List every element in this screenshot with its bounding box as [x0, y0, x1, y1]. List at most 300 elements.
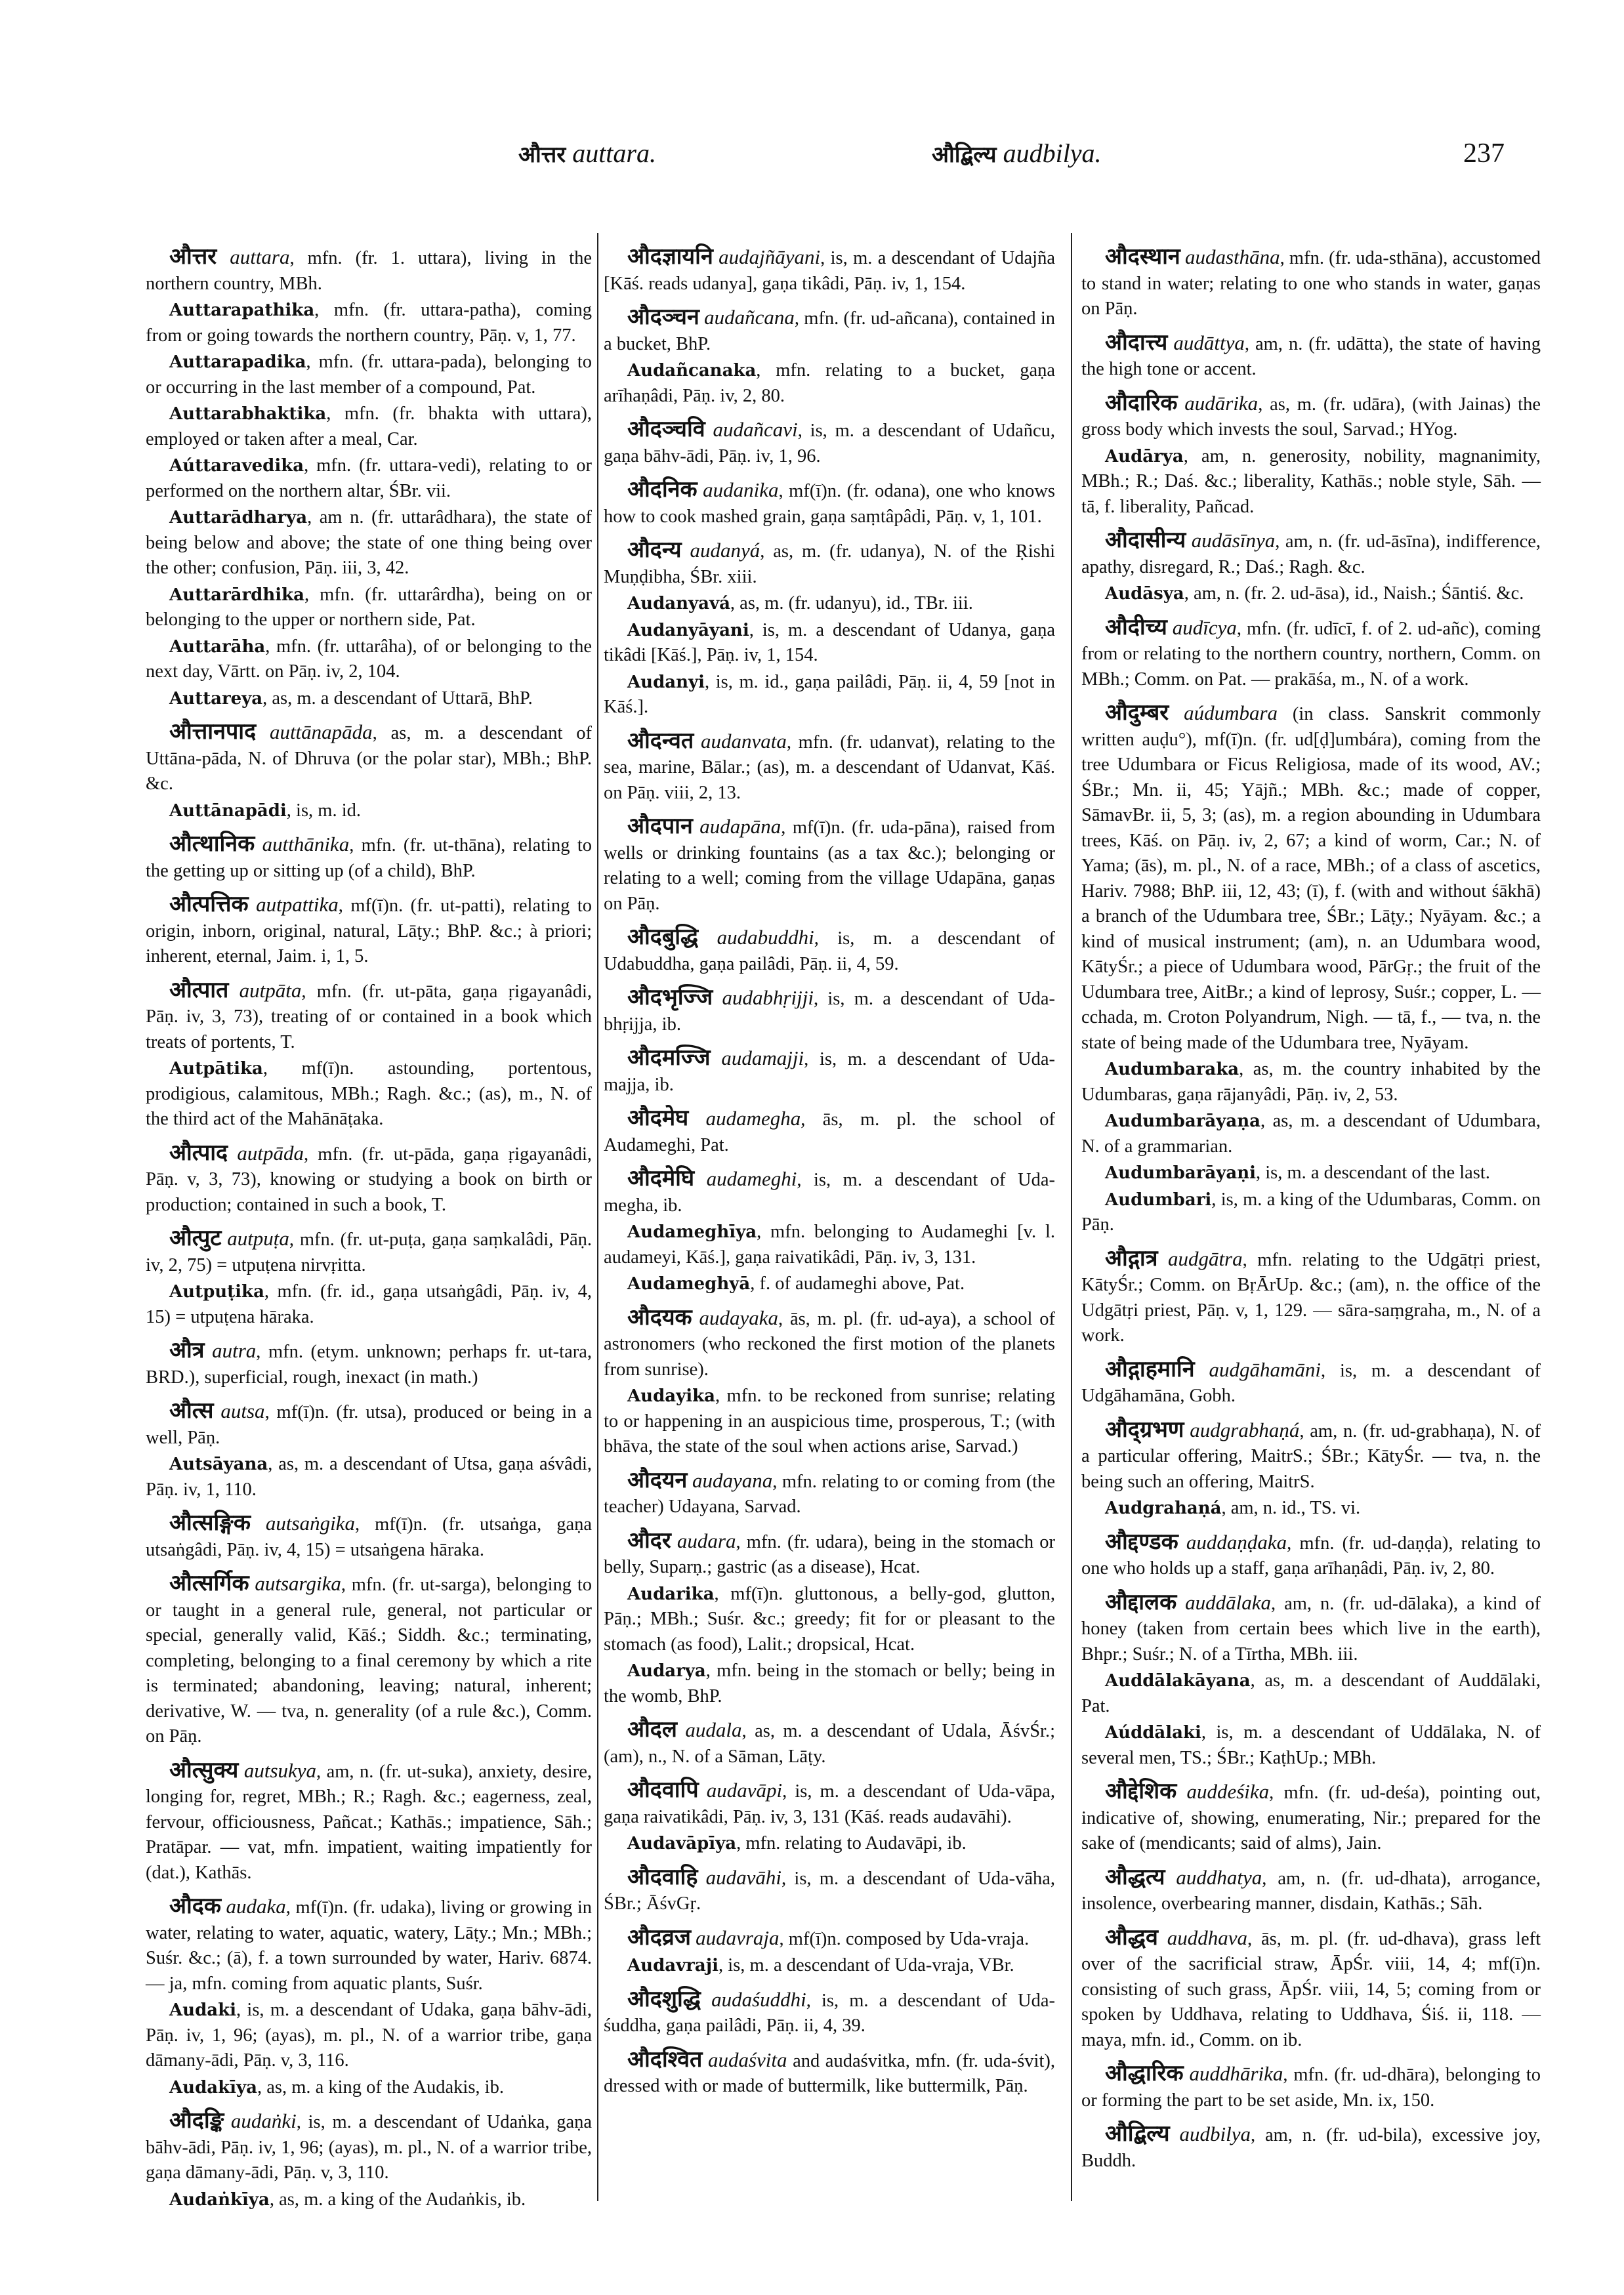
dictionary-entry: [604, 1865, 1055, 1917]
entry-definition: , as, m. (fr. udāra), (with Jainas) the gross body which invests the soul, Sarvad.; HYog.: [1081, 394, 1541, 440]
headword-devanagari: औद्दालक: [1105, 1588, 1177, 1615]
headword: audanvata: [700, 729, 787, 753]
dictionary-entry: [604, 417, 1055, 469]
dictionary-entry: [1081, 1246, 1541, 1349]
entry-definition: , mfn. relating to Audavāpi, ib.: [736, 1833, 967, 1853]
headword: audāsīnya: [1191, 529, 1276, 552]
headword: Auttarāha: [169, 636, 266, 657]
running-head-right-word: audbilya.: [1003, 138, 1102, 168]
dictionary-entry: [146, 831, 592, 884]
dictionary-subentry: [604, 1272, 1055, 1297]
dictionary-subentry: [146, 1056, 592, 1132]
headword: Auttānapādi: [169, 800, 287, 821]
headword: autsaṅgika: [265, 1512, 355, 1535]
headword: autpuṭa: [227, 1227, 289, 1250]
dictionary-subentry: [146, 2187, 592, 2213]
headword: Auttarabhaktika: [169, 404, 327, 424]
headword: audayana: [692, 1468, 773, 1492]
entry-definition: , mf(ī)n. (fr. uda-pāna), raised from wells or drinking fountains (as a tax &c.); belonging or relating to a well; coming from the village Udapāna, gaṇas on Pāṇ.: [604, 817, 1056, 914]
entry-definition: , mfn. relating to or coming from (the teacher) Udayana, Sarvad.: [604, 1471, 1055, 1517]
headword: Auttarādharya: [169, 508, 308, 527]
entry-definition: , mfn. (fr. ud-dhāra), belonging to or forming the part to be set aside, Mn. ix, 150.: [1081, 2065, 1541, 2111]
headword-devanagari: औत्सङ्गिक: [169, 1510, 251, 1536]
headword: Audārya: [1105, 446, 1184, 466]
dictionary-entry: [1081, 1925, 1541, 2054]
headword: Audarya: [627, 1661, 706, 1681]
dictionary-entry: [1081, 1417, 1541, 1495]
headword: audamajji: [721, 1046, 804, 1069]
running-head-left-word: auttara.: [572, 138, 656, 168]
headword: Autsāyana: [169, 1455, 268, 1474]
headword: autsa: [220, 1399, 265, 1422]
entry-definition: , mfn. (fr. udanvat), relating to the sea, marine, Bālar.; (as), m. a descendant of Udanvat, Kāś. on Pāṇ. viii, 2, 13.: [604, 732, 1055, 803]
headword: audaśvita: [707, 2048, 787, 2071]
entry-definition: , am, n. (fr. 2. ud-āsa), id., Naish.; Śāntiś. &c.: [1184, 583, 1524, 604]
headword: autpāta: [239, 978, 302, 1002]
headword: Auttarārdhika: [169, 585, 305, 605]
headword: audayaka: [699, 1306, 779, 1329]
headword-devanagari: औदल: [627, 1716, 677, 1743]
dictionary-subentry: [1081, 1161, 1541, 1186]
headword-devanagari: औत्पात: [169, 976, 229, 1003]
page-number: 237: [1463, 138, 1505, 169]
entry-definition: , am, n. (fr. ut-suka), anxiety, desire, longing for, regret, MBh.; R.; Ragh. &c.; eagerness, zeal, fervour, officiousness, Pañcat.; Kathās.; impatience, Sāh.; Pratāpar. — vat, mfn. impatient, waiting impatiently for (dat.), Kathās.: [146, 1761, 592, 1883]
entry-definition: , am, n. id., TS. vi.: [1221, 1498, 1361, 1518]
entry-definition: , is, m. a descendant of Uddālaka, N. of several men, TS.; ŚBr.; KaṭhUp.; MBh.: [1081, 1722, 1541, 1768]
entry-definition: , mf(ī)n. composed by Uda-vraja.: [779, 1928, 1030, 1949]
dictionary-subentry: [146, 2075, 592, 2101]
headword-devanagari: औद्बिल्य: [1105, 2120, 1170, 2147]
headword: audīcya: [1172, 615, 1237, 639]
headword: audgātra: [1167, 1247, 1243, 1270]
dictionary-subentry: [146, 1998, 592, 2074]
dictionary-entry: [604, 728, 1055, 806]
headword-devanagari: औत्तर: [169, 243, 217, 270]
headword: audala: [685, 1718, 742, 1741]
headword: Audanyāyani: [627, 620, 749, 640]
entry-definition: , am, n. (fr. ud-dālaka), a kind of honey (taken from certain bees which live in the earth), Bhpr.; Suśr.; N. of a Tīrtha, MBh. iii.: [1081, 1593, 1541, 1664]
headword: auddeśika: [1186, 1780, 1270, 1803]
headword: autra: [212, 1339, 257, 1362]
entry-definition: , ās, m. pl. (fr. ud-aya), a school of astronomers (who reckoned the first motion of the planets from sunrise).: [604, 1308, 1056, 1380]
entry-definition: , mfn. being in the stomach or belly; being in the womb, BhP.: [604, 1661, 1055, 1706]
dictionary-subentry: [146, 583, 592, 633]
headword: audavāpi: [706, 1779, 783, 1802]
entry-definition: , is, m. a descendant of Udabuddha, gaṇa pailâdi, Pāṇ. ii, 4, 59.: [604, 928, 1056, 974]
entry-definition: , is, m. a descendant of Uda-vāpa, gaṇa raivatikâdi, Pāṇ. iv, 3, 131 (Kāś. reads audavāhi).: [604, 1781, 1056, 1827]
dictionary-entry: [1081, 1529, 1541, 1582]
headword: Audañcanaka: [627, 361, 757, 381]
entry-definition: , is, m. id., gaṇa pailâdi, Pāṇ. ii, 4, 59 [not in Kāś.].: [604, 671, 1055, 717]
headword: audbilya: [1179, 2122, 1251, 2145]
dictionary-subentry: [146, 505, 592, 581]
column-divider: [1071, 233, 1072, 2201]
column-middle: [604, 236, 1055, 2099]
headword: Audarika: [627, 1584, 715, 1604]
dictionary-entry: [1081, 2121, 1541, 2174]
dictionary-subentry: [604, 1220, 1055, 1270]
entry-definition: , am, n. (fr. ud-grabhaṇa), N. of a particular offering, MaitrS.; ŚBr.; KātyŚr. — tva, n. the being such an offering, MaitrS.: [1081, 1420, 1541, 1492]
headword: Audumbarāyaṇa: [1105, 1111, 1260, 1131]
running-head-right-devanagari: औद्बिल्य: [932, 142, 997, 168]
entry-definition: , as, m. a descendant of Utsa, gaṇa aśvâdi, Pāṇ. iv, 1, 110.: [146, 1454, 592, 1500]
dictionary-entry: [604, 1777, 1055, 1830]
entry-definition: , f. of audameghi above, Pat.: [750, 1273, 965, 1294]
headword-devanagari: औत्तानपाद: [169, 718, 257, 745]
dictionary-subentry: [146, 634, 592, 685]
headword-devanagari: औदीच्य: [1105, 613, 1167, 640]
dictionary-entry: [146, 1398, 592, 1451]
headword-devanagari: औद्धत्य: [1105, 1863, 1165, 1890]
headword-devanagari: औदयक: [627, 1304, 692, 1331]
headword: Auttareya: [169, 688, 263, 709]
headword-devanagari: औत्सुक्य: [169, 1756, 239, 1783]
dictionary-entry: [146, 1893, 592, 1996]
entry-definition: , is, m. a descendant of Udaṅka, gaṇa bāhv-ādi, Pāṇ. iv, 1, 96; (ayas), m. pl., N. of a warrior tribe, gaṇa dāmany-ādi, Pāṇ. v, 3, 110.: [146, 2112, 593, 2183]
entry-definition: , ās, m. pl. the school of Audameghi, Pat.: [604, 1109, 1056, 1155]
entry-definition: , is, m. a descendant of Uda-śuddha, gaṇa pailâdi, Pāṇ. ii, 4, 39.: [604, 1990, 1055, 2036]
entry-definition: , mfn. (fr. ud-añcana), contained in a bucket, BhP.: [604, 308, 1056, 354]
entry-definition: , am, n. (fr. ud-bila), excessive joy, Buddh.: [1081, 2125, 1541, 2171]
dictionary-subentry: [146, 402, 592, 452]
entry-definition: , am, n. (fr. udātta), the state of having the high tone or accent.: [1081, 333, 1541, 379]
entry-definition: , as, m. the country inhabited by the Udumbaras, gaṇa rājanyâdi, Pāṇ. iv, 2, 53.: [1081, 1059, 1541, 1105]
headword-devanagari: औदर: [627, 1527, 671, 1554]
headword-devanagari: औत्सर्गिक: [169, 1570, 249, 1596]
entry-definition: , is, m. id.: [286, 800, 362, 821]
headword-devanagari: औत्स: [169, 1397, 214, 1424]
headword-devanagari: औत्पत्तिक: [169, 891, 249, 917]
headword-devanagari: औदङ्कि: [169, 2107, 224, 2134]
headword: audgrabhaṇá: [1190, 1418, 1300, 1441]
entry-definition: , am n. (fr. uttarâdhara), the state of being below and above; the state of one thing being over the other; confusion, Pāṇ. iii, 3, 42.: [146, 507, 592, 578]
dictionary-entry: [604, 1106, 1055, 1158]
headword: audārika: [1184, 391, 1259, 415]
entry-definition: , is, m. a descendant of Uda-vraja, VBr.: [718, 1955, 1014, 1975]
entry-definition: , mf(ī)n. (fr. udaka), living or growing in water, relating to water, aquatic, watery, Lāṭy.; Mn.; MBh.; Suśr. &c.; (ā), f. a town surrounded by water, Hariv. 6874. — ja, mfn. coming from aquatic plants, Suśr.: [146, 1897, 592, 1994]
headword: Aúttaravedika: [169, 456, 304, 476]
headword-devanagari: औदमेघ: [627, 1105, 689, 1131]
headword: Audumbaraka: [1105, 1060, 1239, 1079]
dictionary-entry: [1081, 615, 1541, 693]
entry-definition: , am, n. (fr. ud-dhata), arrogance, insolence, overbearing manner, disdain, Kathās.; Sāh.: [1081, 1868, 1541, 1914]
headword: Audumbarāyaṇi: [1105, 1163, 1256, 1183]
dictionary-entry: [604, 814, 1055, 917]
headword-devanagari: औदमेघि: [627, 1165, 695, 1191]
running-head-left-devanagari: औत्तर: [518, 142, 566, 168]
dictionary-entry: [1081, 330, 1541, 382]
entry-definition: , as, m. a descendant of Uttāna-pāda, N. of Dhruva (or the polar star), MBh.; BhP. &c.: [146, 723, 592, 794]
dictionary-subentry: [604, 1582, 1055, 1658]
headword: Audayika: [627, 1386, 715, 1406]
headword: Auddālakāyana: [1105, 1671, 1251, 1691]
entry-definition: , mfn. (fr. ut-sarga), belonging to or taught in a general rule, general, not particular or special, generally valid, Kāś.; Siddh. &c.; terminating, completing, belonging to a final ceremony by which a rite is terminated; abandoning, leaving; natural, inherent; derivative, W. — tva, n. generality (of a rule &c.), Comm. on Pāṇ.: [146, 1575, 593, 1747]
entry-definition: , as, m. a descendant of Uttarā, BhP.: [262, 688, 533, 709]
entry-definition: , is, m. a descendant of Uda-bhṛijja, ib.: [604, 989, 1055, 1035]
dictionary-entry: [146, 1758, 592, 1886]
headword: Audavraji: [627, 1956, 719, 1975]
headword: auddālaka: [1185, 1590, 1272, 1614]
headword-devanagari: औद्गात्र: [1105, 1245, 1158, 1272]
dictionary-entry: [1081, 527, 1541, 580]
entry-definition: , is, m. a descendant of Uda-majja, ib.: [604, 1049, 1056, 1095]
dictionary-entry: [604, 1045, 1055, 1098]
headword-devanagari: औदासीन्य: [1105, 527, 1186, 553]
headword: audanika: [703, 478, 779, 501]
headword: auttānapāda: [269, 720, 373, 743]
headword-devanagari: औदमज्जि: [627, 1044, 711, 1071]
entry-definition: , as, m. a king of the Audaṅkis, ib.: [269, 2189, 526, 2210]
entry-definition: , mfn. (fr. udīcī, f. of 2. ud-añc), coming from or relating to the northern country, northern, Comm. on MBh.; Comm. on Pat. — prakāśa, m., N. of a work.: [1081, 618, 1541, 690]
dictionary-subentry: [1081, 444, 1541, 520]
headword-devanagari: औदात्त्य: [1105, 329, 1168, 356]
entry-definition: , mf(ī)n. (fr. utsa), produced or being in a well, Pāṇ.: [146, 1402, 593, 1448]
headword-devanagari: औदञ्चवि: [627, 416, 705, 442]
entry-definition: , as, m. a king of the Audakis, ib.: [257, 2077, 504, 2098]
entry-definition: , is, m. a descendant of Uda-megha, ib.: [604, 1170, 1056, 1216]
running-head-right: [932, 138, 1102, 169]
entry-definition: , mfn. (fr. 1. uttara), living in the northern country, MBh.: [146, 248, 592, 294]
headword: Audāsya: [1105, 584, 1184, 604]
dictionary-entry: [1081, 390, 1541, 443]
column-left: [146, 236, 592, 2212]
headword: auttara: [230, 245, 290, 268]
headword-devanagari: औद्धारिक: [1105, 2060, 1184, 2086]
headword: audara: [677, 1529, 736, 1552]
dictionary-entry: [146, 1338, 592, 1390]
dictionary-subentry: [146, 1452, 592, 1502]
dictionary-subentry: [604, 1384, 1055, 1460]
dictionary-subentry: [604, 358, 1055, 409]
entry-definition: , mfn. (fr. ud-deśa), pointing out, indicative of, showing, enumerating, Nir.; prepared for the sake of (mendicants; said of alms), Jain.: [1081, 1783, 1541, 1853]
headword: Audaki: [169, 2000, 236, 2020]
dictionary-entry: [604, 304, 1055, 357]
headword-devanagari: औदनिक: [627, 476, 697, 503]
headword: audavāhi: [705, 1865, 782, 1889]
headword: audañcana: [704, 306, 795, 329]
dictionary-subentry: [604, 1659, 1055, 1709]
headword-devanagari: औदशुद्धि: [627, 1985, 701, 2012]
dictionary-entry: [604, 1717, 1055, 1769]
dictionary-entry: [1081, 1865, 1541, 1917]
headword: audasthāna: [1184, 245, 1280, 268]
entry-definition: , mfn. (fr. ut-thāna), relating to the getting up or sitting up (of a child), BhP.: [146, 835, 593, 881]
entry-definition: , as, m. a descendant of Udala, ĀśvŚr.; (am), n., N. of a Sāman, Lāṭy.: [604, 1721, 1055, 1767]
entry-definition: , am, n. generosity, nobility, magnanimity, MBh.; R.; Daś. &c.; liberality, Kathās.; noble style, Sāh. — tā, f. liberality, Pañcad.: [1081, 445, 1541, 517]
headword: autsargika: [255, 1572, 341, 1595]
entry-definition: , is, m. a descendant of Udañcu, gaṇa bāhv-ādi, Pāṇ. iv, 1, 96.: [604, 421, 1056, 466]
dictionary-entry: [604, 477, 1055, 529]
headword: Auttarapathika: [169, 300, 315, 320]
headword-devanagari: औत्पाद: [169, 1139, 228, 1166]
headword: audaka: [226, 1895, 286, 1918]
dictionary-entry: [146, 244, 592, 297]
entry-definition: , mf(ī)n. gluttonous, a belly-god, glutton, Pāṇ.; MBh.; Suśr. &c.; greedy; fit for or pleasant to the stomach (as food), Lalit.; dropsical, Hcat.: [604, 1583, 1055, 1655]
headword-devanagari: औदस्थान: [1105, 243, 1180, 270]
headword-devanagari: औदञ्चन: [627, 304, 699, 330]
entry-definition: , mfn. (fr. bhakta with uttara), employed or taken after a meal, Car.: [146, 403, 592, 449]
entry-definition: , mfn. (fr. ud-daṇḍa), relating to one who holds up a staff, gaṇa arīhaṇâdi, Pāṇ. iv, 2, 80.: [1081, 1533, 1541, 1579]
dictionary-entry: [604, 2047, 1055, 2099]
entry-definition: , as, m. a descendant of Auddālaki, Pat.: [1081, 1670, 1541, 1716]
entry-definition: , mfn. (fr. uttara-vedi), relating to or performed on the northern altar, ŚBr. vii.: [146, 455, 592, 501]
entry-definition: , mfn. (fr. id., gaṇa utsaṅgâdi, Pāṇ. iv, 4, 15) = utpuṭena hāraka.: [146, 1281, 592, 1327]
headword: audanyá: [690, 539, 760, 562]
entry-definition: , mfn. (fr. ut-puṭa, gaṇa saṃkalâdi, Pāṇ. iv, 2, 75) = utpuṭena nirvṛitta.: [146, 1230, 593, 1275]
headword: Audameghīya: [627, 1222, 757, 1242]
entry-definition: , mfn. (fr. uttara-pada), belonging to or occurring in the last member of a compound, Pat.: [146, 352, 592, 398]
entry-definition: , mf(ī)n. (fr. utsaṅga, gaṇa utsaṅgâdi, Pāṇ. iv, 4, 15) = utsaṅgena hāraka.: [146, 1514, 592, 1560]
headword: Audanyavá: [627, 594, 730, 613]
dictionary-entry: [604, 1166, 1055, 1218]
dictionary-entry: [604, 1987, 1055, 2039]
entry-definition: , mf(ī)n. (fr. odana), one who knows how to cook mashed grain, gaṇa saṃtâpâdi, Pāṇ. v, 1, 101.: [604, 481, 1055, 527]
entry-definition: , mfn. (fr. ut-pāta, gaṇa ṛigayanâdi, Pāṇ. iv, 3, 73), treating of or contained in a book which treats of portents, T.: [146, 981, 593, 1052]
headword: audaśuddhi: [711, 1987, 806, 2011]
headword-devanagari: औदक: [169, 1893, 221, 1919]
headword-devanagari: औदश्वित: [627, 2046, 703, 2073]
dictionary-entry: [604, 244, 1055, 297]
dictionary-subentry: [1081, 1188, 1541, 1238]
dictionary-subentry: [146, 798, 592, 824]
headword: auddhava: [1167, 1926, 1248, 1949]
dictionary-subentry: [1081, 1109, 1541, 1159]
entry-definition: , am, n. (fr. ud-āsīna), indifference, apathy, disregard, R.; Daś.; Ragh. &c.: [1081, 531, 1541, 577]
dictionary-entry: [604, 1925, 1055, 1953]
headword-devanagari: औत्पुट: [169, 1225, 222, 1251]
entry-definition: , mfn. belonging to Audameghi [v. l. audameyi, Kāś.], gaṇa raivatikâdi, Pāṇ. iv, 3, 131.: [604, 1222, 1055, 1268]
headword: Audameghyā: [627, 1274, 751, 1294]
dictionary-entry: [604, 985, 1055, 1037]
headword: Aúddālaki: [1105, 1723, 1201, 1743]
headword: autsukya: [243, 1758, 317, 1782]
headword: audāttya: [1173, 331, 1245, 354]
entry-definition: , mfn. relating to the Udgātṛi priest, KātyŚr.; Comm. on BṛĀrUp. &c.; (am), n. the office of the Udgātṛi priest, Pāṇ. v, 1, 129. — sāra-saṃgraha, m., N. of a work.: [1081, 1249, 1541, 1346]
headword: Audakīya: [169, 2077, 257, 2098]
headword-devanagari: औदव्रज: [627, 1924, 691, 1951]
dictionary-subentry: [146, 298, 592, 348]
headword-devanagari: औद्देशिक: [1105, 1778, 1177, 1804]
headword-devanagari: औदबुद्धि: [627, 924, 699, 950]
headword: audañcavi: [713, 418, 798, 441]
headword-devanagari: औद्ग्रभण: [1105, 1416, 1184, 1443]
entry-definition: , as, m. a descendant of Udumbara, N. of a grammarian.: [1081, 1111, 1541, 1157]
dictionary-subentry: [1081, 1668, 1541, 1719]
headword: audabhṛijji: [722, 986, 814, 1009]
dictionary-entry: [1081, 700, 1541, 1056]
headword: audabuddhi: [717, 926, 814, 949]
headword-devanagari: औदपान: [627, 813, 693, 839]
dictionary-entry: [1081, 1357, 1541, 1409]
entry-definition: , is, m. a king of the Udumbaras, Comm. on Pāṇ.: [1081, 1189, 1541, 1235]
dictionary-subentry: [146, 453, 592, 504]
entry-definition: , mfn. relating to a bucket, gaṇa arīhaṇâdi, Pāṇ. iv, 2, 80.: [604, 360, 1055, 406]
running-head-left: [518, 138, 656, 169]
dictionary-entry: [146, 1140, 592, 1218]
headword-devanagari: औदज्ञायनि: [627, 243, 713, 270]
entry-definition: , mfn. (fr. uda-sthāna), accustomed to stand in water; relating to one who stands in water, gaṇas on Pāṇ.: [1081, 248, 1541, 319]
column-right: [1081, 236, 1541, 2174]
dictionary-subentry: [1081, 1057, 1541, 1107]
headword: aúdumbara: [1184, 701, 1278, 724]
dictionary-entry: [146, 892, 592, 970]
dictionary-entry: [604, 924, 1055, 977]
dictionary-subentry: [146, 350, 592, 400]
dictionary-entry: [604, 1528, 1055, 1581]
dictionary-subentry: [604, 618, 1055, 669]
headword-devanagari: औदवाहि: [627, 1863, 698, 1890]
headword-devanagari: औदारिक: [1105, 389, 1178, 416]
headword: audavraja: [696, 1926, 780, 1949]
headword: Audavāpīya: [627, 1834, 737, 1853]
entry-definition: , mfn. (fr. uttara-patha), coming from or going towards the northern country, Pāṇ. v, 1, 77.: [146, 300, 592, 346]
dictionary-subentry: [146, 1279, 592, 1330]
entry-definition: , is, m. a descendant of Udgāhamāna, Gobh.: [1081, 1360, 1541, 1406]
headword: Audaṅkīya: [169, 2189, 270, 2210]
headword: Autpuṭika: [169, 1282, 264, 1302]
headword: audgāhamāni: [1209, 1357, 1321, 1381]
entry-definition: , mfn. (fr. uttarâha), of or belonging to the next day, Vārtt. on Pāṇ. iv, 2, 104.: [146, 636, 592, 682]
headword-devanagari: औदन्य: [627, 537, 682, 563]
entry-definition: , is, m. a descendant of the last.: [1255, 1163, 1490, 1183]
dictionary-entry: [1081, 1779, 1541, 1857]
dictionary-entry: [1081, 2061, 1541, 2113]
headword-devanagari: औदन्वत: [627, 727, 694, 754]
entry-definition: , mfn. (fr. ut-pāda, gaṇa ṛigayanâdi, Pāṇ. v, 3, 73), knowing or studying a book on birth or production; contained in such a book, T.: [146, 1144, 593, 1215]
headword: auddhārika: [1189, 2062, 1283, 2085]
dictionary-subentry: [1081, 1496, 1541, 1521]
dictionary-subentry: [604, 1831, 1055, 1857]
dictionary-entry: [146, 1226, 592, 1278]
headword: autpāda: [237, 1141, 304, 1165]
dictionary-subentry: [604, 1953, 1055, 1979]
headword: Autpātika: [169, 1059, 263, 1079]
headword-devanagari: औद्दण्डक: [1105, 1528, 1178, 1555]
headword: Audumbari: [1105, 1189, 1212, 1210]
entry-definition: , as, m. (fr. udanya), N. of the Ṛishi Muṇḍibha, ŚBr. xiii.: [604, 541, 1055, 587]
dictionary-entry: [1081, 1590, 1541, 1668]
dictionary-entry: [146, 719, 592, 797]
dictionary-entry: [146, 2108, 592, 2186]
entry-definition: , mfn. (fr. udara), being in the stomach or belly, Suparṇ.; gastric (as a disease), Hcat.: [604, 1531, 1055, 1577]
headword: Audgrahaṇá: [1105, 1499, 1222, 1518]
headword-devanagari: औत्थानिक: [169, 831, 255, 857]
entry-definition: , mfn. (fr. uttarârdha), being on or belonging to the upper or northern side, Pat.: [146, 584, 592, 630]
dictionary-entry: [146, 978, 592, 1056]
entry-definition: , is, m. a descendant of Udajña [Kāś. reads udanya], gaṇa tikâdi, Pāṇ. iv, 1, 154.: [604, 248, 1055, 294]
entry-definition: , mfn. (etym. unknown; perhaps fr. ut-tara, BRD.), superficial, rough, inexact (in math.): [146, 1342, 592, 1388]
headword: autthānika: [262, 833, 350, 856]
headword-devanagari: औद्धव: [1105, 1924, 1158, 1951]
entry-definition: , ās, m. pl. (fr. ud-dhava), grass left over of the sacrificial straw, ĀpŚr. viii, 14, 4; mf(ī)n. consisting of such grass, ĀpŚr. viii, 14, 5; coming from or spoken by Uddhava, relating to Uddhava, Śiś. ii, 118. — maya, mfn. id., Comm. on ib.: [1081, 1928, 1541, 2050]
headword-devanagari: औदवापि: [627, 1777, 699, 1803]
dictionary-subentry: [604, 591, 1055, 617]
headword: audaṅki: [230, 2109, 297, 2132]
entry-definition: , is, m. a descendant of Udanya, gaṇa tikâdi [Kāś.], Pāṇ. iv, 1, 154.: [604, 619, 1055, 665]
dictionary-entry: [604, 1305, 1055, 1383]
headword: audameghi: [706, 1167, 797, 1190]
headword-devanagari: औत्र: [169, 1337, 205, 1363]
dictionary-subentry: [604, 670, 1055, 720]
dictionary-entry: [1081, 244, 1541, 322]
headword: auddhatya: [1176, 1865, 1262, 1889]
entry-definition: , as, m. (fr. udanyu), id., TBr. iii.: [730, 593, 973, 613]
headword: Audanyi: [627, 672, 705, 692]
headword-devanagari: औद्गाहमानि: [1105, 1355, 1195, 1382]
entry-definition: , mfn. to be reckoned from sunrise; relating to or happening in an auspicious time, prosperous, T.; (with bhāva, the state of the soul when actions arise, Sarvad.): [604, 1386, 1055, 1457]
headword: audamegha: [705, 1107, 801, 1130]
dictionary-entry: [146, 1510, 592, 1563]
